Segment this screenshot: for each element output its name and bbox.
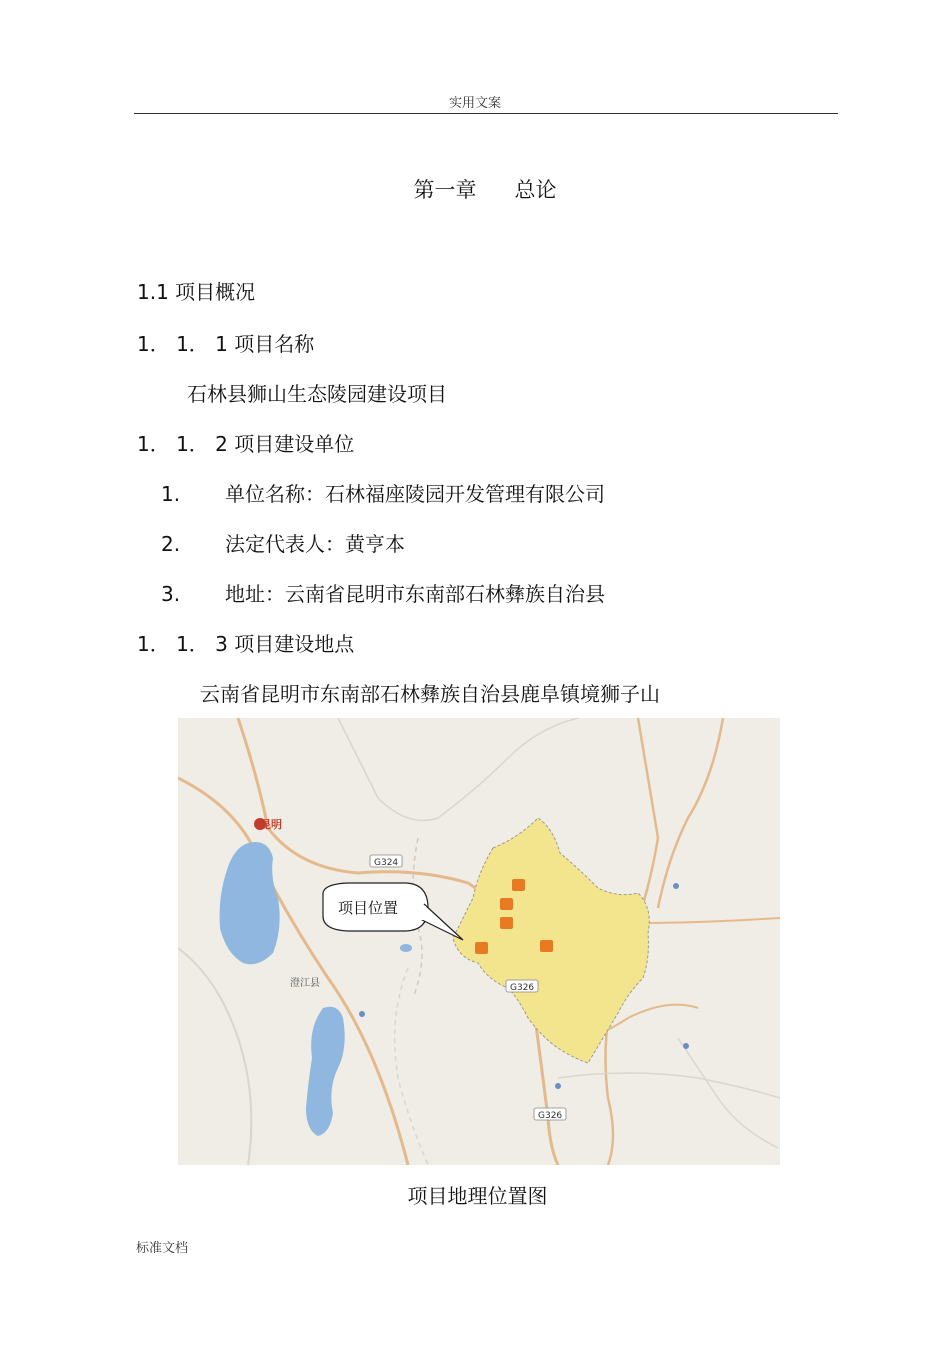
- page-header: 实用文案: [448, 96, 501, 111]
- road-shield-g326-top: [506, 980, 538, 993]
- road-shield-g324: [370, 855, 402, 868]
- figure-caption: 项目地理位置图: [407, 1184, 548, 1208]
- section-number: 1． 1． 1: [137, 332, 228, 356]
- label-kunming: 昆明: [260, 818, 282, 831]
- svg-text:G324: G324: [374, 858, 399, 868]
- section-1-1: 1.1 项目概况: [137, 280, 256, 304]
- list-text: 法定代表人：黄亨本: [225, 532, 405, 556]
- road-shield-g326-bottom: [534, 1108, 566, 1121]
- section-title: 项目名称: [234, 332, 315, 356]
- list-number: 2.: [161, 532, 181, 556]
- list-text: 地址：云南省昆明市东南部石林彝族自治县: [225, 582, 605, 606]
- section-number: 1． 1． 2: [137, 432, 228, 456]
- section-title: 项目建设地点: [234, 632, 355, 656]
- chapter-name: 总论: [514, 178, 557, 202]
- chapter-title: [0, 174, 950, 204]
- section-number: 1． 1． 3: [137, 632, 228, 656]
- svg-text:G326: G326: [510, 983, 535, 993]
- section-1-1-1: [137, 328, 314, 357]
- list-text: 单位名称：石林福座陵园开发管理有限公司: [225, 482, 605, 506]
- header-rule: [134, 113, 838, 114]
- project-name: 石林县狮山生态陵园建设项目: [187, 382, 447, 406]
- list-item: [161, 528, 405, 557]
- callout-label: 项目位置: [338, 899, 399, 917]
- list-number: 1.: [161, 482, 181, 506]
- list-item: [161, 578, 605, 607]
- svg-text:G326: G326: [538, 1111, 563, 1121]
- section-1-1-3: [137, 628, 354, 657]
- page-footer: 标准文档: [136, 1241, 189, 1256]
- chapter-number: 第一章: [413, 178, 477, 202]
- section-1-1-2: [137, 428, 354, 457]
- list-item: [161, 478, 605, 507]
- section-title: 项目建设单位: [234, 432, 355, 456]
- project-location: 云南省昆明市东南部石林彝族自治县鹿阜镇境狮子山: [200, 682, 660, 706]
- small-lake: [400, 944, 412, 952]
- location-map: [178, 718, 780, 1165]
- label-chengjiang: 澄江县: [290, 978, 320, 989]
- list-number: 3.: [161, 582, 181, 606]
